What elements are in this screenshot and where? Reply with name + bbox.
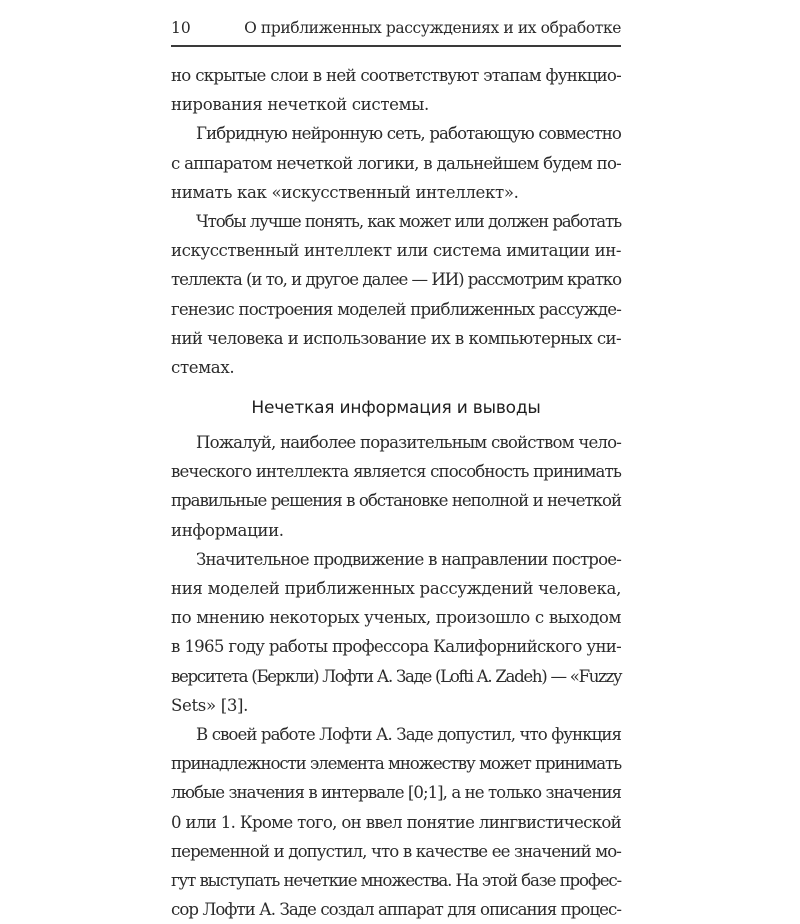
- text-line: переменной и допустил, что в качестве ее значений мо-: [171, 841, 621, 861]
- running-title: О приближенных рассуждениях и их обработке: [244, 19, 621, 37]
- text-line: гут выступать нечеткие множества. На этой базе профес-: [171, 870, 621, 890]
- paragraph: [171, 119, 621, 207]
- text-line: информации.: [171, 520, 284, 540]
- running-header: [171, 17, 621, 41]
- paragraph: [171, 207, 621, 382]
- text-line: В своей работе Лофти А. Заде допустил, что функция: [196, 724, 621, 744]
- text-line: но скрытые слои в ней соответствуют этапам функцио-: [171, 66, 621, 85]
- header-rule: [171, 45, 621, 47]
- text-line: ния моделей приближенных рассуждений человека,: [171, 579, 621, 598]
- body-text: [171, 61, 621, 924]
- text-line: по мнению некоторых ученых, произошло с выходом: [171, 608, 621, 628]
- page-number: 10: [171, 19, 191, 37]
- text-line: нимать как «искусственный интеллект».: [171, 182, 519, 202]
- paragraph: [171, 720, 621, 924]
- text-line: Чтобы лучше понять, как может или должен работать: [196, 211, 621, 231]
- section-heading: Нечеткая информация и выводы: [251, 398, 541, 419]
- text-line: искусственный интеллект или система имитации ин-: [171, 241, 621, 261]
- text-line: Пожалуй, наиболее поразительным свойством чело-: [196, 433, 621, 453]
- text-line: Значительное продвижение в направлении построе-: [196, 549, 621, 569]
- text-line: веческого интеллекта является способность принимать: [171, 462, 621, 482]
- text-line: Гибридную нейронную сеть, работающую совместно: [196, 124, 621, 144]
- paragraph: [171, 545, 621, 720]
- text-line: стемах.: [171, 357, 235, 377]
- text-line: любые значения в интервале [0;1], а не только значения: [171, 783, 621, 803]
- text-line: 0 или 1. Кроме того, он ввел понятие лингвистической: [171, 812, 621, 832]
- text-line: ний человека и использование их в компьютерных си-: [171, 328, 621, 348]
- text-line: Sets» [3].: [171, 695, 249, 715]
- text-line: генезис построения моделей приближенных рассужде-: [171, 299, 621, 319]
- text-line: с аппаратом нечеткой логики, в дальнейшем будем по-: [171, 153, 621, 173]
- text-line: принадлежности элемента множеству может принимать: [171, 754, 621, 774]
- paragraph: [171, 61, 621, 119]
- paragraphs-bottom: [171, 428, 621, 924]
- text-line: в 1965 году работы профессора Калифорнийского уни-: [171, 637, 621, 657]
- paragraph: [171, 428, 621, 545]
- text-line: верситета (Беркли) Лофти А. Заде (Lofti A. Zadeh) — «Fuzzy: [171, 666, 621, 686]
- text-line: теллекта (и то, и другое далее — ИИ) рассмотрим кратко: [171, 270, 621, 290]
- paragraphs-top: [171, 61, 621, 382]
- text-line: правильные решения в обстановке неполной и нечеткой: [171, 491, 621, 511]
- text-line: сор Лофти А. Заде создал аппарат для описания процес-: [171, 900, 621, 920]
- text-line: нирования нечеткой системы.: [171, 95, 429, 115]
